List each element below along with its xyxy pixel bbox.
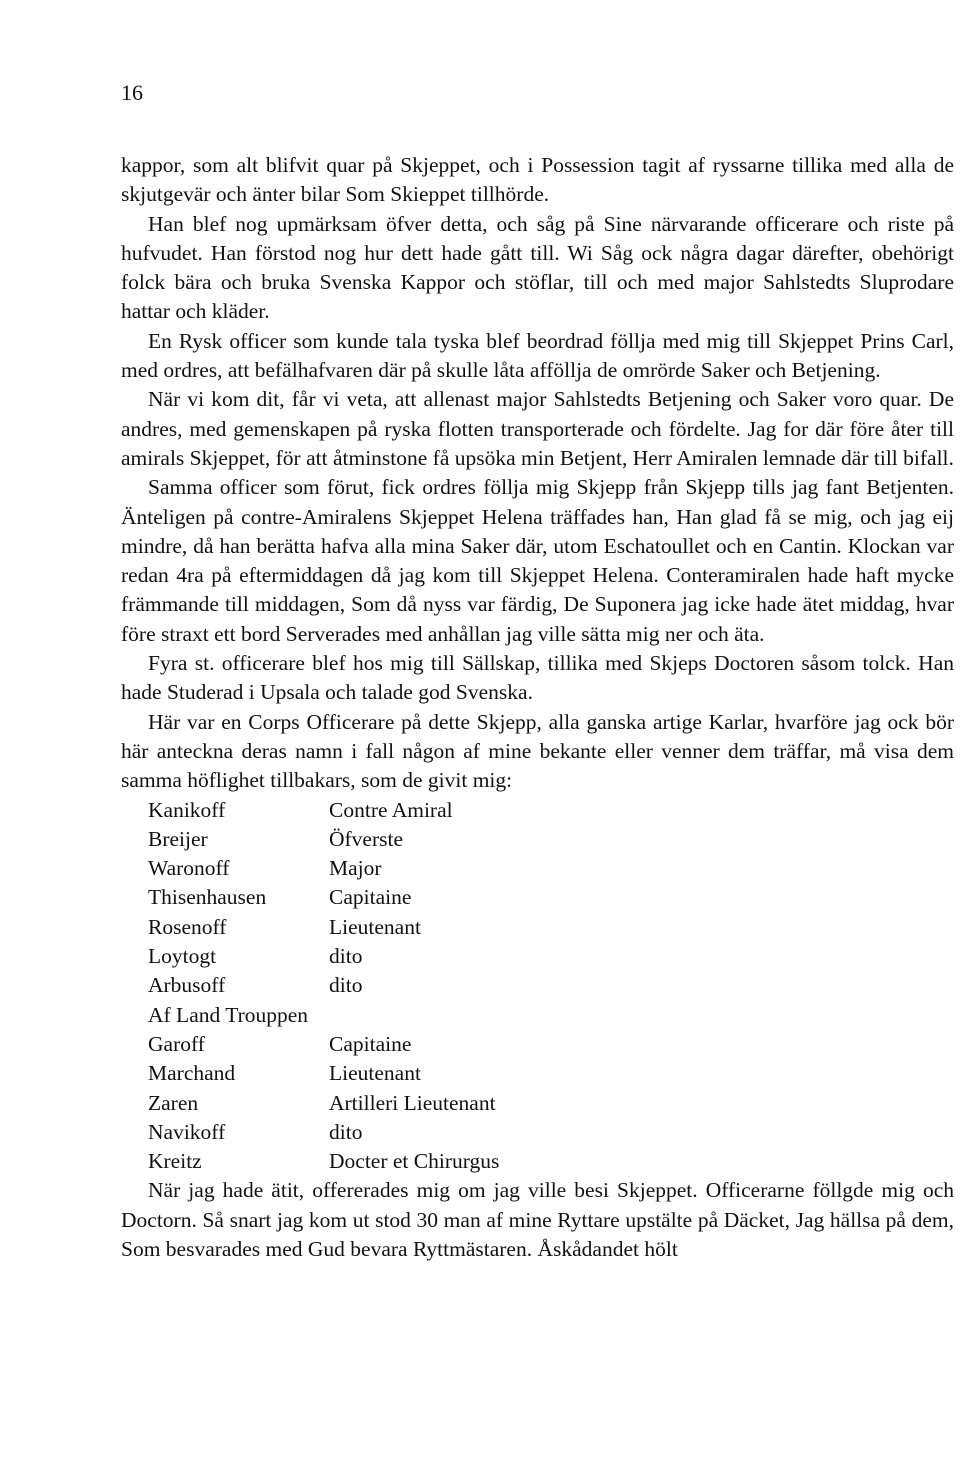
roster-row — [148, 913, 954, 942]
officer-name: Kanikoff — [148, 797, 226, 822]
paragraph: Han blef nog upmärksam öfver detta, och såg på Sine närvarande officerare och riste på hufvudet. Han förstod nog hur dett hade gått till. Wi Såg ock några dagar därefter, obehörigt folck bära och bruka Svenska Kappor och stöflar, till och med major Sahlstedts Sluprodare hattar och kläder. — [121, 211, 954, 324]
roster-row — [148, 1118, 954, 1147]
officer-rank: Lieutenant — [329, 914, 421, 939]
officer-name: Kreitz — [148, 1149, 202, 1174]
officer-name: Navikoff — [148, 1119, 226, 1144]
officer-roster-navy — [121, 796, 954, 1001]
officer-rank: Lieutenant — [329, 1061, 421, 1086]
officer-name: Marchand — [148, 1061, 236, 1086]
officer-name: Arbusoff — [148, 973, 226, 998]
officer-name: Thisenhausen — [148, 885, 267, 910]
roster-row — [148, 942, 954, 971]
officer-name: Rosenoff — [148, 914, 227, 939]
roster-row — [148, 971, 954, 1000]
officer-rank: dito — [329, 973, 363, 998]
roster-row — [148, 1147, 954, 1176]
paragraph: kappor, som alt blifvit quar på Skjeppet, och i Possession tagit af ryssarne tillika med alla de skjutgevär och änter bilar Som Skieppet tillhörde. — [121, 153, 954, 207]
roster-row — [148, 883, 954, 912]
officer-name: Waronoff — [148, 856, 230, 881]
roster-heading-land-troops: Af Land Trouppen — [148, 1002, 309, 1027]
paragraphs-top — [121, 151, 954, 796]
roster-row — [148, 825, 954, 854]
officer-roster-land — [121, 1030, 954, 1176]
body-text — [121, 151, 954, 1264]
paragraph: Samma officer som förut, fick ordres föllja mig Skjepp från Skjepp tills jag fant Betjenten. Änteligen på contre-Amiralens Skjeppet Helena träffades han, Han glad få se mig, och jag eij mindre, då han berätta hafva alla mina Saker där, utom Eschatoullet och en Cantin. Klockan var redan 4ra på eftermiddagen då jag kom till Skjeppet Helena. Conteramiralen hade haft mycke främmande till middagen, Som då nyss var färdig, De Suponera jag icke hade ätet middag, hvar före straxt ett bord Serverades med anhållan jag ville sätta mig ner och äta. — [121, 475, 954, 646]
paragraph: Här var en Corps Officerare på dette Skjepp, alla ganska artige Karlar, hvarföre jag ock bör här anteckna deras namn i fall någon af mine bekante eller venner dem träffar, må visa dem samma höflighet tillbakars, som de givit mig: — [121, 709, 954, 793]
roster-row — [148, 1089, 954, 1118]
officer-rank: Contre Amiral — [329, 797, 453, 822]
officer-rank: Capitaine — [329, 885, 412, 910]
officer-name: Zaren — [148, 1090, 199, 1115]
officer-rank: dito — [329, 944, 363, 969]
roster-row — [148, 796, 954, 825]
paragraph: En Rysk officer som kunde tala tyska blef beordrad föllja med mig till Skjeppet Prins Carl, med ordres, att befälhafvaren där på skulle låta afföllja de omrörde Saker och Betjening. — [121, 328, 954, 383]
roster-row — [148, 1030, 954, 1059]
officer-rank: Artilleri Lieutenant — [329, 1090, 496, 1115]
paragraph: När vi kom dit, får vi veta, att allenast major Sahlstedts Betjening och Saker voro quar. De andres, med gemenskapen på ryska flotten transporterade och fördelte. Jag for där före åter till amirals Skjeppet, för att åtminstone få upsöka min Betjent, Herr Amiralen lemnade där till bifall. — [121, 387, 954, 470]
officer-rank: Capitaine — [329, 1031, 412, 1056]
officer-name: Loytogt — [148, 944, 217, 969]
officer-name: Breijer — [148, 826, 208, 851]
officer-rank: Major — [329, 856, 382, 881]
paragraph: När jag hade ätit, offererades mig om jag ville besi Skjeppet. Officerarne föllgde mig och Doctorn. Så snart jag kom ut stod 30 man af mine Ryttare upstälte på Däcket, Jag hällsa på dem, Som besvarades med Gud bevara Ryttmästaren. Åskådandet hölt — [121, 1178, 954, 1261]
paragraph: Fyra st. officerare blef hos mig till Sällskap, tillika med Skjeps Doctoren såsom tolck. Han hade Studerad i Upsala och talade god Svenska. — [121, 651, 954, 705]
officer-rank: Öfverste — [329, 826, 404, 851]
officer-rank: dito — [329, 1119, 363, 1144]
roster-row — [148, 854, 954, 883]
officer-name: Garoff — [148, 1031, 205, 1056]
roster-row — [148, 1059, 954, 1088]
page-number: 16 — [121, 80, 143, 105]
officer-rank: Docter et Chirurgus — [329, 1149, 500, 1174]
paragraphs-bottom — [121, 1176, 954, 1264]
